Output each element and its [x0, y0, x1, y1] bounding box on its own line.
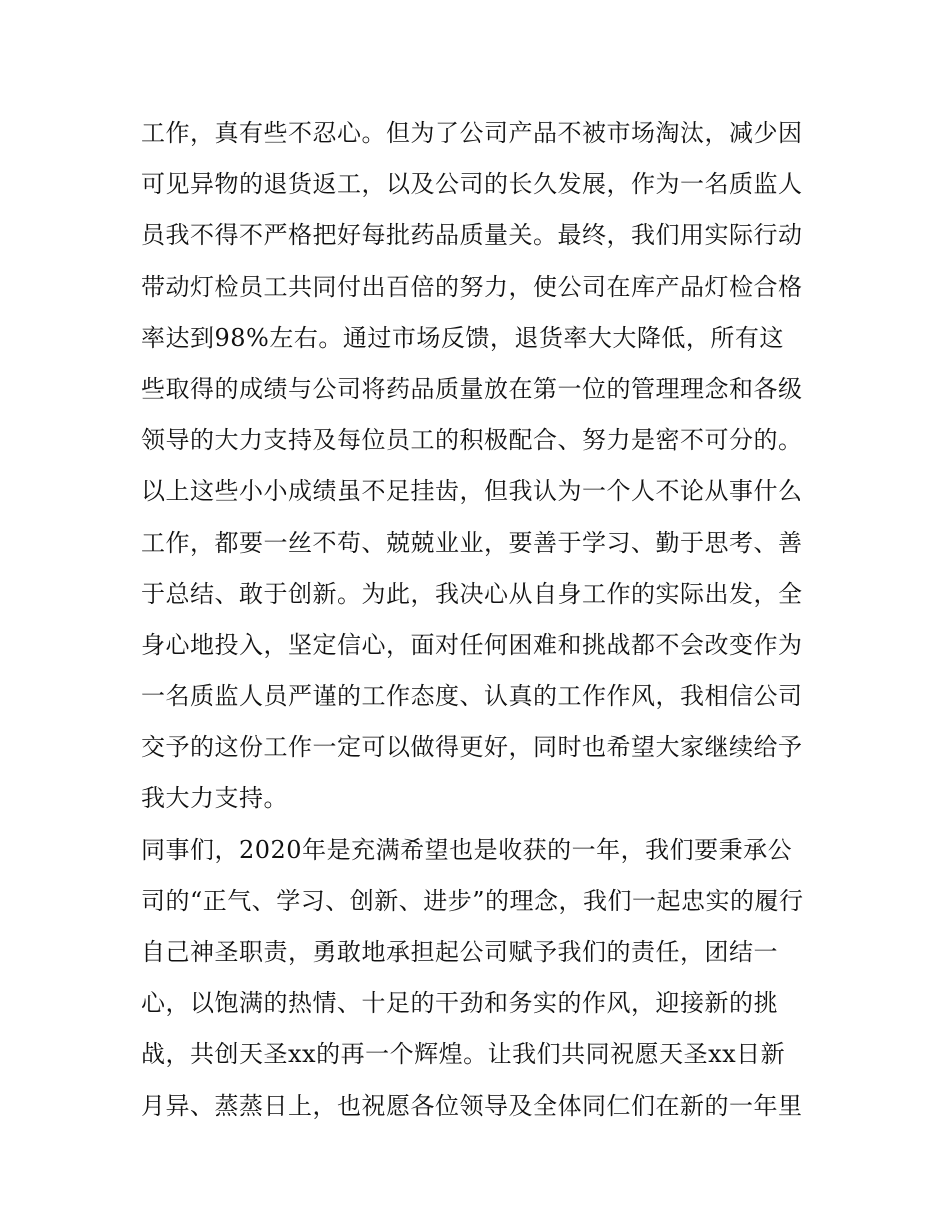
text-line: 工作，真有些不忍心。但为了公司产品不被市场淘汰，减少因	[141, 119, 803, 147]
text-line: 司的“正气、学习、创新、进步”的理念，我们一起忠实的履行	[141, 886, 804, 915]
text-line: 可见异物的退货返工，以及公司的长久发展，作为一名质监人	[141, 170, 803, 199]
body-text	[141, 108, 821, 1132]
text-line: 于总结、敢于创新。为此，我决心从自身工作的实际出发，全	[141, 579, 803, 608]
text-line: 战，共创天圣xx的再一个辉煌。让我们共同祝愿天圣xx日新	[141, 1040, 786, 1069]
text-line: 月异、蒸蒸日上，也祝愿各位领导及全体同仁们在新的一年里	[141, 1091, 803, 1120]
text-line: 些取得的成绩与公司将药品质量放在第一位的管理理念和各级	[141, 374, 803, 403]
text-line: 自己神圣职责，勇敢地承担起公司赋予我们的责任，团结一	[141, 938, 778, 966]
text-line: 带动灯检员工共同付出百倍的努力，使公司在库产品灯检合格	[141, 272, 803, 301]
text-line: 领导的大力支持及每位员工的积极配合、努力是密不可分的。	[141, 426, 803, 455]
text-line: 心，以饱满的热情、十足的干劲和务实的作风，迎接新的挑	[141, 989, 778, 1018]
text-line: 率达到98%左右。通过市场反馈，退货率大大降低，所有这	[141, 323, 784, 352]
text-line: 同事们，2020年是充满希望也是收获的一年，我们要秉承公	[141, 835, 793, 864]
text-line: 员我不得不严格把好每批药品质量关。最终，我们用实际行动	[141, 221, 803, 250]
text-line: 工作，都要一丝不苟、兢兢业业，要善于学习、勤于思考、善	[141, 528, 803, 557]
text-line: 交予的这份工作一定可以做得更好，同时也希望大家继续给予	[141, 733, 803, 762]
text-line: 身心地投入，坚定信心，面对任何困难和挑战都不会改变作为	[141, 630, 803, 659]
text-line: 以上这些小小成绩虽不足挂齿，但我认为一个人不论从事什么	[141, 477, 803, 506]
text-line: 我大力支持。	[141, 784, 288, 813]
text-line: 一名质监人员严谨的工作态度、认真的工作作风，我相信公司	[141, 682, 803, 711]
